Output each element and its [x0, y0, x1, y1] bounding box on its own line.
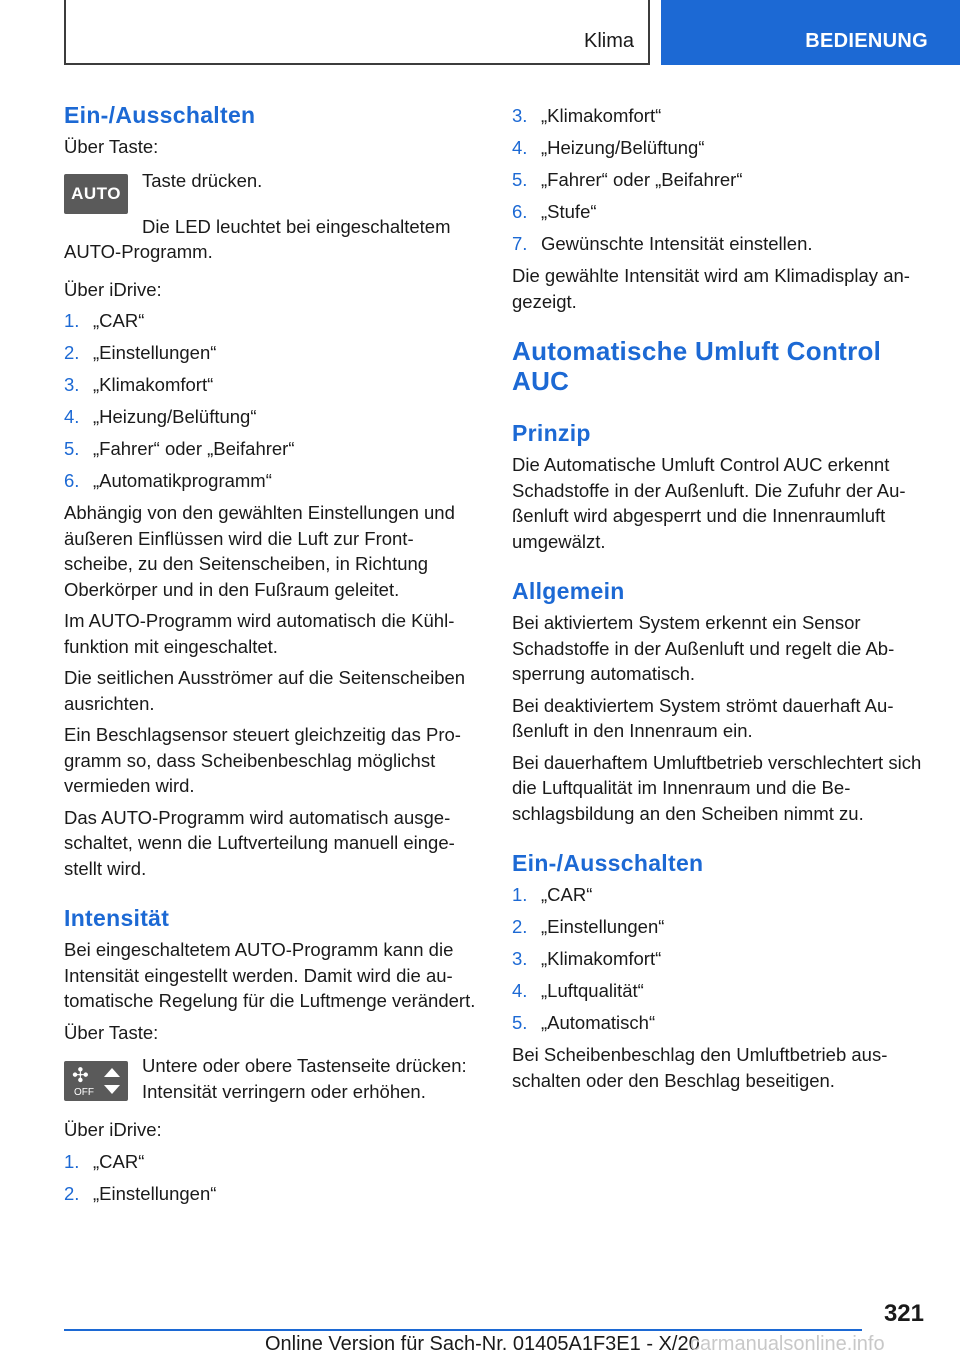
right-column	[512, 100, 924, 1099]
paragraph-taste-druecken: Taste drücken.	[142, 169, 263, 191]
list-item: 2. „Einstellungen“	[64, 1182, 217, 1204]
footer-divider	[64, 1329, 862, 1331]
paragraph-intensitaet: Bei eingeschaltetem AUTO-Programm kann die Intensität eingestellt werden. Damit wird die automatische Regelung für die Luftmenge verändert.	[64, 939, 476, 1011]
heading-auc: Automatische Umluft Control AUC	[512, 336, 882, 396]
paragraph-scheibenbeschlag: Bei Scheibenbeschlag den Umluftbetrieb ausschalten oder den Beschlag beseitigen.	[512, 1044, 888, 1091]
list-item: 1. „CAR“	[64, 1150, 145, 1172]
header-chapter-box	[64, 0, 650, 65]
chapter-title: Klima	[583, 30, 634, 52]
list-item: 4. „Heizung/Belüftung“	[64, 406, 257, 427]
paragraph-klimadisplay: Die gewählte Intensität wird am Klimadisplay angezeigt.	[512, 265, 910, 312]
paragraph-luftverteilung: Abhängig von den gewählten Einstellungen und äußeren Einflüssen wird die Luft zur Frontscheibe, zu den Seitenscheiben, in Richtung Oberkörper und in den Fußraum geleitet.	[64, 502, 455, 600]
paragraph-ueber-idrive: Über iDrive:	[64, 278, 162, 300]
idrive-steps-list-cont	[512, 103, 924, 257]
fan-off-label: OFF	[74, 1087, 94, 1098]
list-item: 1. „CAR“	[64, 310, 145, 331]
list-item: 3. „Klimakomfort“	[64, 374, 214, 395]
auto-icon-label: AUTO	[71, 183, 121, 203]
heading-ein-ausschalten: Ein-/Ausschalten	[64, 102, 256, 128]
paragraph-allgemein-2: Bei deaktiviertem System strömt dauerhaft Außenluft in den Innenraum ein.	[512, 694, 894, 741]
paragraph-auto-aus: Das AUTO-Programm wird automatisch ausgeschaltet, wenn die Luftverteilung manuell eingestellt wird.	[64, 806, 455, 879]
list-item: 7. Gewünschte Intensität einstellen.	[512, 233, 813, 254]
paragraph-ueber-taste: Über Taste:	[64, 136, 159, 157]
paragraph-tastenseite: Untere oder obere Tastenseite drücken: Intensität verringern oder erhöhen.	[142, 1055, 467, 1102]
idrive-steps-list	[64, 308, 476, 494]
paragraph-ueber-taste-2: Über Taste:	[64, 1021, 159, 1043]
auto-button-icon	[64, 174, 128, 214]
fan-button-instruction	[64, 1053, 476, 1105]
list-item: 6. „Stufe“	[512, 201, 597, 222]
page-number: 321	[883, 1300, 924, 1327]
paragraph-allgemein-1: Bei aktiviertem System erkennt ein Sensor Schadstoffe in der Außenluft und regelt die Absperrung automatisch.	[512, 612, 895, 684]
idrive-steps-list-2	[64, 1149, 476, 1207]
paragraph-kuehlfunktion: Im AUTO-Programm wird automatisch die Kühlfunktion mit eingeschaltet.	[64, 610, 455, 657]
list-item: 3. „Klimakomfort“	[512, 948, 662, 969]
left-column	[64, 100, 476, 1213]
fan-intensity-button-icon	[64, 1061, 128, 1101]
list-item: 2. „Einstellungen“	[64, 342, 217, 363]
list-item: 6. „Automatikprogramm“	[64, 470, 272, 491]
auc-steps-list	[512, 882, 924, 1036]
paragraph-allgemein-3: Bei dauerhaftem Umluftbetrieb verschlechtert sich die Luftqualität im Innenraum und die Beschlagsbildung an den Scheiben nimmt zu.	[512, 751, 922, 824]
auto-button-instruction	[64, 168, 476, 220]
heading-ein-ausschalten-2: Ein-/Ausschalten	[512, 850, 704, 876]
heading-allgemein: Allgemein	[512, 578, 625, 604]
list-item: 4. „Luftqualität“	[512, 980, 644, 1001]
list-item: 4. „Heizung/Belüftung“	[512, 137, 705, 158]
footer-online-version: Online Version für Sach-Nr. 01405A1F3E1 - X/20	[265, 1333, 700, 1355]
paragraph-prinzip: Die Automatische Umluft Control AUC erkennt Schadstoffe in der Außenluft. Die Zufuhr der Außenluft wird abgesperrt und die Innenraumluft umgewälzt.	[512, 454, 906, 552]
heading-intensitaet: Intensität	[64, 905, 170, 931]
paragraph-beschlagsensor: Ein Beschlagsensor steuert gleichzeitig das Programm so, dass Scheibenbeschlag möglichst vermieden wird.	[64, 724, 461, 796]
paragraph-ueber-idrive-2: Über iDrive:	[64, 1119, 162, 1140]
watermark: carmanualsonline.info	[690, 1333, 885, 1355]
list-item: 5. „Automatisch“	[512, 1012, 656, 1033]
list-item: 5. „Fahrer“ oder „Beifahrer“	[512, 169, 743, 190]
list-item: 5. „Fahrer“ oder „Beifahrer“	[64, 438, 295, 459]
list-item: 1. „CAR“	[512, 884, 593, 905]
fan-icon: ✣	[72, 1065, 89, 1087]
section-title: BEDIENUNG	[805, 30, 928, 52]
paragraph-ausstroemer: Die seitlichen Ausströmer auf die Seitenscheiben ausrichten.	[64, 667, 466, 714]
paragraph-led: Die LED leuchtet bei eingeschaltetem AUTO-Programm.	[64, 215, 451, 262]
arrow-up-icon	[104, 1068, 120, 1077]
heading-prinzip: Prinzip	[512, 420, 591, 446]
header-section-tab	[661, 0, 960, 65]
arrow-down-icon	[104, 1085, 120, 1094]
list-item: 3. „Klimakomfort“	[512, 105, 662, 126]
list-item: 2. „Einstellungen“	[512, 916, 665, 937]
